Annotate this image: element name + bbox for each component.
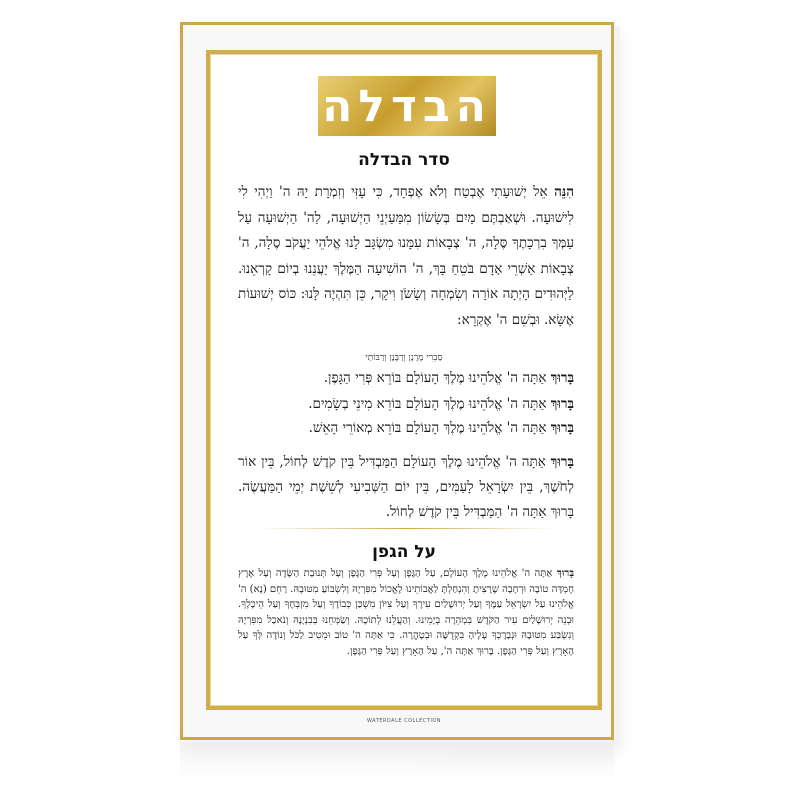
blessing-first-word: בָּרוּךְ (550, 370, 574, 386)
al-hagefen-paragraph (238, 566, 574, 659)
savri-note: סַבְרִי מָרָנָן וְרַבָּנָן וְרַבּוֹתַי (365, 353, 443, 363)
floor-reflection (180, 742, 614, 782)
havdalah-card (206, 50, 602, 724)
blessing-text: אַתָּה ה' אֱלֹהֵינוּ מֶלֶךְ הָעוֹלָם בּוֹרֵא פְּרִי הַגָּפֶן. (323, 370, 547, 386)
section-heading-seder: סדר הבדלה (358, 150, 450, 170)
blessing-first-word: בָּרוּךְ (550, 420, 574, 436)
intro-first-word: הִנֵּה (554, 184, 574, 200)
havdalah-paragraph (238, 450, 574, 525)
brand-footer: WATERDALE COLLECTION (367, 718, 441, 724)
blessing-text: אַתָּה ה' אֱלֹהֵינוּ מֶלֶךְ הָעוֹלָם בּוֹרֵא מְאוֹרֵי הָאֵשׁ. (308, 420, 547, 436)
section-heading-al-hagefen: על הגפן (372, 542, 436, 562)
al-hagefen-text: אַתָּה ה' אֱלֹהֵינוּ מֶלֶךְ הָעוֹלָם, עַל הַגֶּפֶן וְעַל פְּרִי הַגֶּפֶן וְעַל תְּנוּבַת הַשָּׂדֶה וְעַל אֶרֶץ חֶמְדָּה טוֹבָה וּרְחָבָה שֶׁרָצִיתָ וְהִנְחַלְתָּ לַאֲבוֹתֵינוּ לֶאֱכוֹל מִפִּרְיָהּ וְלִשְׂבּוֹעַ מִטּוּבָהּ. רַחֵם (נָא) ה' אֱלֹהֵינוּ עַל יִשְׂרָאֵל עַמֶּךָ וְעַל יְרוּשָׁלַיִם עִירֶךָ וְעַל צִיּוֹן מִשְׁכַּן כְּבוֹדֶךָ וְעַל מִזְבְּחֶךָ וְעַל הֵיכָלֶךָ. וּבְנֵה יְרוּשָׁלַיִם עִיר הַקֹּדֶשׁ בִּמְהֵרָה בְיָמֵינוּ. וְהַעֲלֵנוּ לְתוֹכָהּ. וְשַׂמְּחֵנוּ בְּבִנְיָנָהּ וְנֹאכַל מִפִּרְיָהּ וְנִשְׂבַּע מִטּוּבָהּ וּנְבָרֶכְךָ עָלֶיהָ בִּקְדֻשָּׁה וּבְטָהֳרָה. כִּי אַתָּה ה' טוֹב וּמֵטִיב לַכֹּל וְנוֹדֶה לְּךָ עַל הָאָרֶץ וְעַל פְּרִי הַגָּפֶן. בָּרוּךְ אַתָּה ה', עַל הָאָרֶץ וְעַל פְּרִי הַגָּפֶן. (238, 568, 574, 657)
havdalah-first-word: בָּרוּךְ (550, 454, 575, 470)
blessing-fire (238, 420, 574, 436)
intro-paragraph (238, 180, 574, 333)
blessing-text: אַתָּה ה' אֱלֹהֵינוּ מֶלֶךְ הָעוֹלָם בּוֹרֵא מִינֵי בְשָׂמִים. (308, 396, 547, 412)
card-title: הבדלה (322, 80, 492, 132)
gold-divider (256, 528, 556, 529)
intro-text: אֵל יְשׁוּעָתִי אֶבְטַח וְלֹא אֶפְחָד, כִּי עָזִּי וְזִמְרָת יָהּ ה' וַיְהִי לִי לִישׁוּעָה. וּשְׁאַבְתֶּם מַיִם בְּשָׂשׂוֹן מִמַּעַיְנֵי הַיְשׁוּעָה, לַה' הַיְשׁוּעָה עַל עַמְּךָ בִרְכָתֶךָ סֶּלָה, ה' צְבָאוֹת עִמָּנוּ מִשְׂגָּב לָנוּ אֱלֹהֵי יַעֲקֹב סֶלָה, ה' צְבָאוֹת אַשְׁרֵי אָדָם בֹּטֵחַ בָּךְ, ה' הוֹשִׁיעָה הַמֶּלֶךְ יַעֲנֵנוּ בְיוֹם קָרְאֵנוּ. לַיְּהוּדִים הָיְתָה אוֹרָה וְשִׂמְחָה וְשָׂשֹׂן וִיקָר, כֵּן תִּהְיֶה לָּנוּ: כּוֹס יְשׁוּעוֹת אֶשָּׂא. וּבְשֵׁם ה' אֶקְרָא: (238, 184, 574, 328)
al-hagefen-first-word: בָּרוּךְ (556, 568, 575, 579)
havdalah-text: אַתָּה ה' אֱלֹהֵינוּ מֶלֶךְ הָעוֹלָם הַמַּבְדִּיל בֵּין קֹדֶשׁ לְחוֹל, בֵּין אוֹר לְחֹשֶׁךְ, בֵּין יִשְׂרָאֵל לָעַמִּים, בֵּין יוֹם הַשְּׁבִיעִי לְשֵׁשֶׁת יְמֵי הַמַּעֲשֶׂה. בָּרוּךְ אַתָּה ה' הַמַּבְדִּיל בֵּין קֹדֶשׁ לְחוֹל. (238, 454, 574, 520)
blessing-first-word: בָּרוּךְ (550, 396, 574, 412)
title-banner (318, 76, 496, 136)
blessing-wine (238, 370, 574, 386)
blessing-spices (238, 396, 574, 412)
